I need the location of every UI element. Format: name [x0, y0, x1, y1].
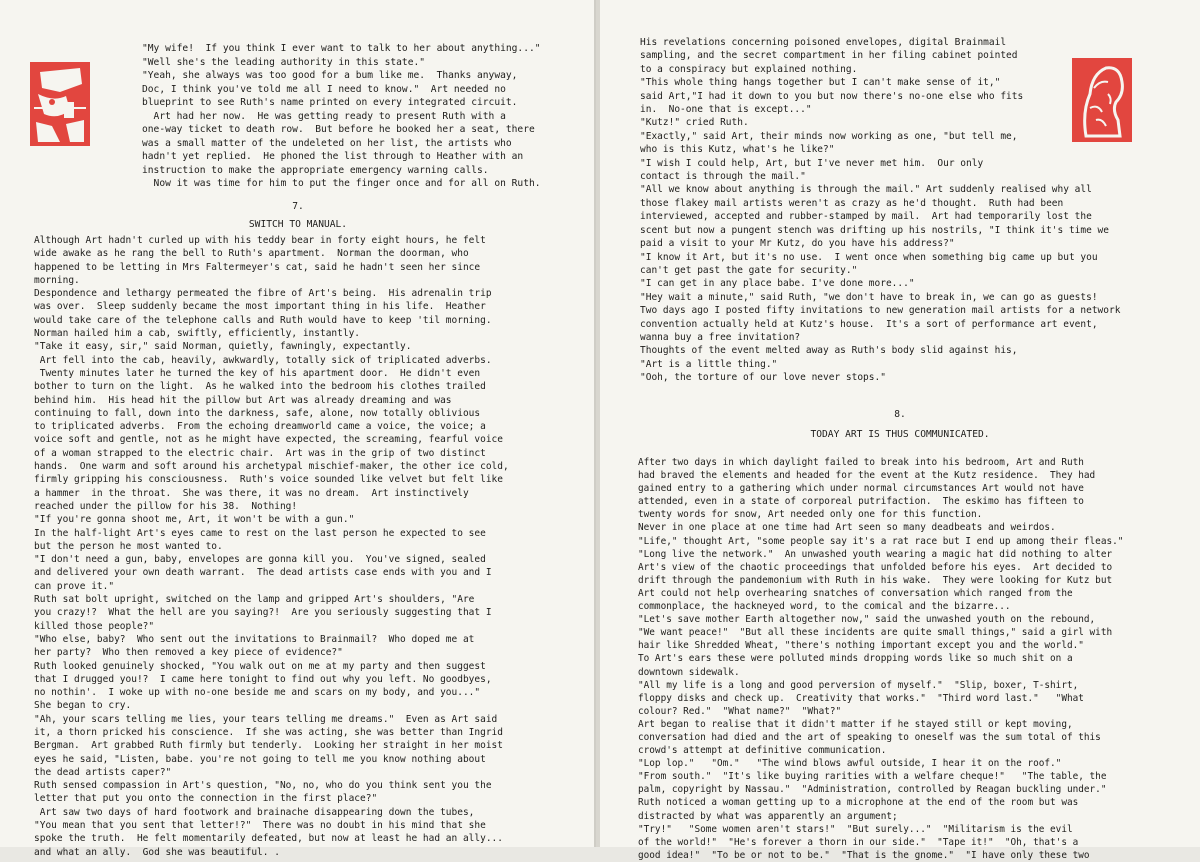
chapter-8-body-text: After two days in which daylight failed to break into his bedroom, Art and Ruth had braved the elements and headed for the event at the Kutz residence. They had gained entry to a gathering which under normal circumstances Art would not have attended, even in a state of corporeal putrifaction. The eskimo has fifteen to twenty words for snow, Art needed only one for this function. Never in one place at one time had Art seen so many deadbeats and weirdos. "Life," thought Art, "some people say it's a rat race but I end up among their fleas." "Long live the network." An unwashed youth wearing a magic hat did nothing to alter Art's view of the chaotic proceedings that unfolded before his eyes. Art decided to drift through the pandemonium with Ruth in his wake. They were looking for Kutz but Art could not help overhearing snatches of conversation which ranged from the commonplace, the hackneyed word, to the comical and the bizarre... "Let's save mother Earth altogether now," said the unwashed youth on the rebound, "We want peace!" "But all these incidents are quite small things," said a girl with hair like Shredded Wheat, "there's nothing important except you and the world." To Art's ears these were polluted minds dropping words like so much shit on a downtown sidewalk. "All my life is a long and good perversion of myself." "Slip, boxer, T-shirt, floppy disks and check up. Creativity that works." "Third word last." "What colour? Red." "What name?" "What?" Art began to realise that it didn't matter if he stayed still or kept moving, conversation had died and the art of speaking to oneself was the sum total of this crowd's attempt at definitive communication. "Lop lop." "Om." "The wind blows awful outside, I hear it on the roof." "From south." "It's like buying rarities with a welfare cheque!" "The table, the palm, copyright by Nassau." "Administration, controlled by Reagan buckling under." Ruth noticed a woman getting up to a microphone at the end of the room but was distracted by what was apparently an argument; "Try!" "Some women aren't stars!" "But surely..." "Militarism is the evil of the world!" "He's forever a thorn in our side." "Tape it!" "Oh, that's a good idea!" "To be or not to be." "That is the gnome." "I have only these two [638, 457, 1124, 861]
left-page [0, 0, 596, 858]
chapter-7-body-text: Although Art hadn't curled up with his teddy bear in forty eight hours, he felt wide awake as he rang the bell to Ruth's apartment. Norman the doorman, who happened to be letting in Mrs Faltermeyer's cat, said he hadn't seen her since morning. Despondence and lethargy permeated the fibre of Art's being. His adrenalin trip was over. Sleep suddenly became the most important thing in his life. Heather would take care of the telephone calls and Ruth would have to keep 'til morning. Norman hailed him a cab, swiftly, efficiently, instantly. "Take it easy, sir," said Norman, quietly, fawningly, expectantly. Art fell into the cab, heavily, awkwardly, totally sick of triplicated adverbs. Twenty minutes later he turned the key of his apartment door. He didn't even bother to turn on the light. As he walked into the bedroom his clothes trailed behind him. His head hit the pillow but Art was already dreaming and was continuing to fall, down into the darkness, safe, alone, now totally oblivious to triplicated adverbs. From the echoing dreamworld came a voice, the voice; a voice soft and gentle, not as he might have expected, the screaming, fearful voice of a woman strapped to the electric chair. Art was in the grip of two distinct hands. One warm and soft around his archetypal mischief-maker, the other ice cold, firmly gripping his consciousness. Ruth's voice sounded like velvet but felt like a hammer in the throat. She was there, it was no dream. Art instinctively reached under the pillow for his 38. Nothing! "If you're gonna shoot me, Art, it won't be with a gun." In the half-light Art's eyes came to rest on the last person he expected to see but the person he most wanted to. "I don't need a gun, baby, envelopes are gonna kill you. You've signed, sealed and delivered your own death warrant. The dead artists case ends with you and I can prove it." Ruth sat bolt upright, switched on the lamp and gripped Art's shoulders, "Are you crazy!? What the hell are you saying?! Are you seriously suggesting that I killed those people?" "Who else, baby? Who sent out the invitations to Brainmail? Who doped me at her party? Who then removed a key piece of evidence?" Ruth looked genuinely shocked, "You walk out on me at my party and then suggest that I drugged you!? I came here tonight to find out why you left. No goodbyes, no nothin'. I woke up with no-one beside me and scars on my body, and you..." She began to cry. "Ah, your scars telling me lies, your tears telling me dreams." Even as Art said it, a thorn pricked his conscience. If she was acting, she was better than Ingrid Bergman. Art grabbed Ruth firmly but tenderly. Looking her straight in her moist eyes he said, "Listen, babe. you're not going to tell me you know nothing about the dead artists caper?" Ruth sensed compassion in Art's question, "No, no, who do you think sent you the letter that put you onto the connection in the first place?" Art saw two days of hard footwork and brainache disappearing down the tubes, "You mean that you sent that letter!?" There was no doubt in his mind that she spoke the truth. He felt momentarily defeated, but now at least he had an ally... and what an ally. God she was beautiful. . [34, 235, 509, 858]
chapter-8-title: TODAY ART IS THUS COMMUNICATED. [810, 429, 990, 440]
chapter-7-title: SWITCH TO MANUAL. [248, 219, 348, 230]
chapter-6-ending-text: "My wife! If you think I ever want to talk to her about anything..." "Well she's the leading authority in this state." "Yeah, she always was too good for a bum like me. Thanks anyway, Doc, I think you've told me all I need to know." Art needed no blueprint to see Ruth's name printed on every integrated circuit. Art had her now. He was getting ready to present Ruth with a one-way ticket to death row. But before he booked her a seat, there was a small matter of the undeleted on her list, the artists who hadn't yet replied. He phoned the list through to Heather with an instruction to make the appropriate emergency warning calls. Now it was time for him to put the finger once and for all on Ruth. [142, 43, 541, 189]
chapter-7-ending-text: His revelations concerning poisoned envelopes, digital Brainmail sampling, and the secret compartment in her filing cabinet pointed to a conspiracy but explained nothing. "This whole thing hangs together but I can't make sense of it," said Art,"I had it down to you but now there's no-one else who fits in. No-one that is except..." "Kutz!" cried Ruth. "Exactly," said Art, their minds now working as one, "but tell me, who is this Kutz, what's he like?" "I wish I could help, Art, but I've never met him. Our only contact is through the mail." "All we know about anything is through the mail." Art suddenly realised why all those flakey mail artists weren't as crazy as he'd thought. Ruth had been interviewed, accepted and rubber-stamped by mail. Art had temporarily lost the scent but now a pungent stench was drifting up his nostrils, "I think it's time we paid a visit to your Mr Kutz, do you have his address?" "I know it Art, but it's no use. I went once when something big came up but you can't get past the gate for security." "I can get in any place babe. I've done more..." "Hey wait a minute," said Ruth, "we don't have to break in, we can go as guests! Two days ago I posted fifty invitations to new generation mail artists for a network convention actually held at Kutz's house. It's a sort of performance art event, wanna buy a free invitation? Thoughts of the event melted away as Ruth's body slid against his, "Art is a little thing." "Ooh, the torture of our love never stops." [640, 37, 1121, 384]
rubber-stamp-face-icon [30, 62, 90, 146]
rubber-stamp-profile-icon [1072, 58, 1132, 142]
chapter-8-number: 8. [894, 409, 906, 420]
stamp-profile-graphic [1072, 58, 1132, 142]
chapter-7-number: 7. [292, 201, 304, 212]
stamp-face-graphic [30, 62, 90, 146]
